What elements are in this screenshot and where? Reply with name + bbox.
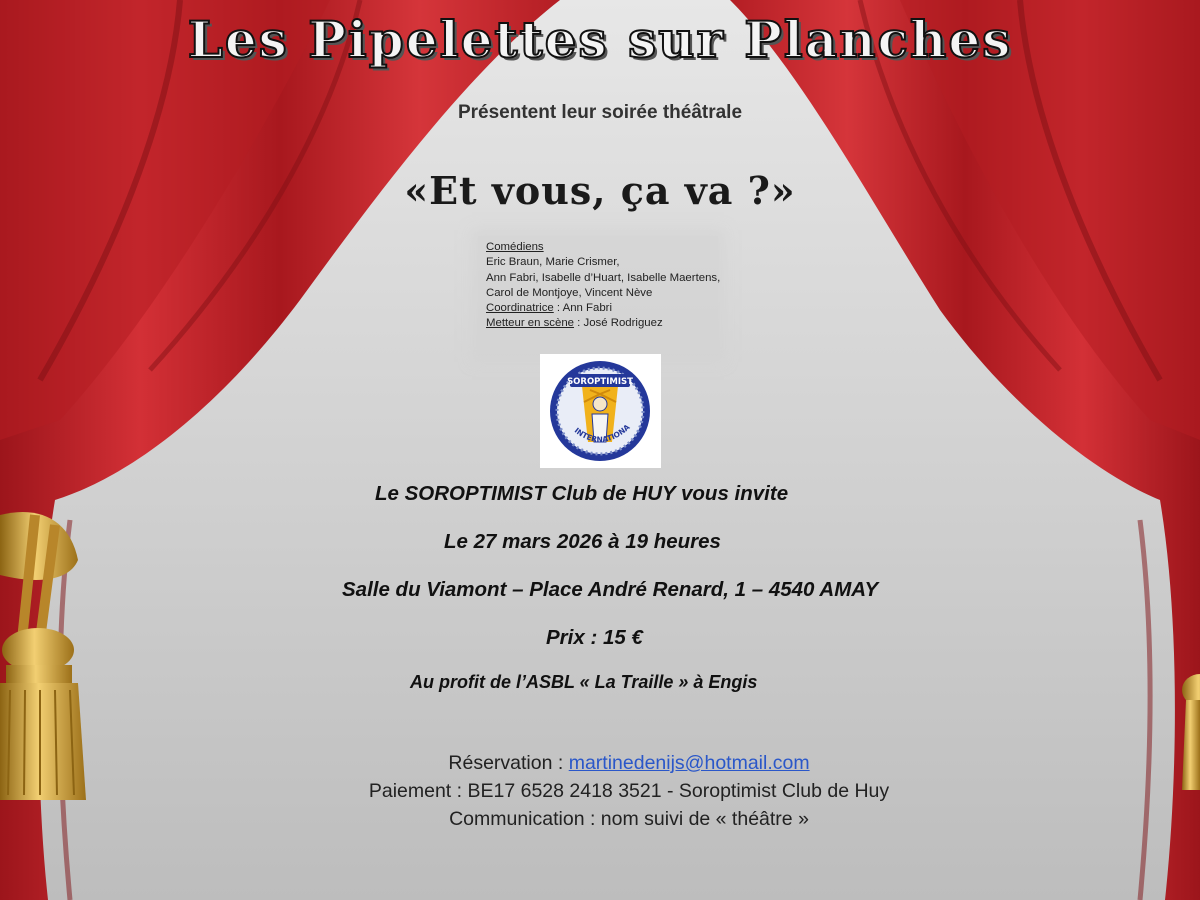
coordinator-label: Coordinatrice <box>486 302 554 315</box>
coordinator-value: : Ann Fabri <box>553 302 612 315</box>
troupe-title: Les Pipelettes sur Planches <box>187 10 1013 69</box>
coordinator-line <box>486 301 718 316</box>
beneficiary-line: Au profit de l’ASBL « La Traille » à Engis <box>410 672 758 692</box>
director-line <box>486 316 718 331</box>
logo-top-text: SOROPTIMIST <box>567 377 633 387</box>
reservation-line <box>0 752 1200 775</box>
payment-line: Paiement : BE17 6528 2418 3521 - Soroptimist Club de Huy <box>368 780 890 802</box>
cast-heading: Comédiens <box>486 241 544 253</box>
cast-line: Ann Fabri, Isabelle d’Huart, Isabelle Maertens, <box>486 271 721 284</box>
play-title: «Et vous, ça va ?» <box>404 168 796 213</box>
subtitle: Présentent leur soirée théâtrale <box>457 102 743 123</box>
logo-bottom-text: INTERNATIONA <box>572 422 632 445</box>
cast-line: Carol de Montjoye, Vincent Nève <box>486 286 653 299</box>
cast-line: Eric Braun, Marie Crismer, <box>486 256 620 269</box>
director-label: Metteur en scène <box>486 317 575 330</box>
reservation-label: Réservation : <box>448 752 569 774</box>
soroptimist-logo <box>540 354 661 468</box>
venue-line: Salle du Viamont – Place André Renard, 1 – 4540 AMAY <box>342 578 879 601</box>
invite-line: Le SOROPTIMIST Club de HUY vous invite <box>375 482 789 505</box>
reservation-email-link[interactable]: martinedenijs@hotmail.com <box>568 752 810 774</box>
communication-line: Communication : nom suivi de « théâtre » <box>449 808 809 830</box>
credits-box <box>478 236 721 356</box>
date-line: Le 27 mars 2026 à 19 heures <box>444 530 721 553</box>
price-line: Prix : 15 € <box>546 626 643 649</box>
director-value: : José Rodriguez <box>574 317 663 330</box>
